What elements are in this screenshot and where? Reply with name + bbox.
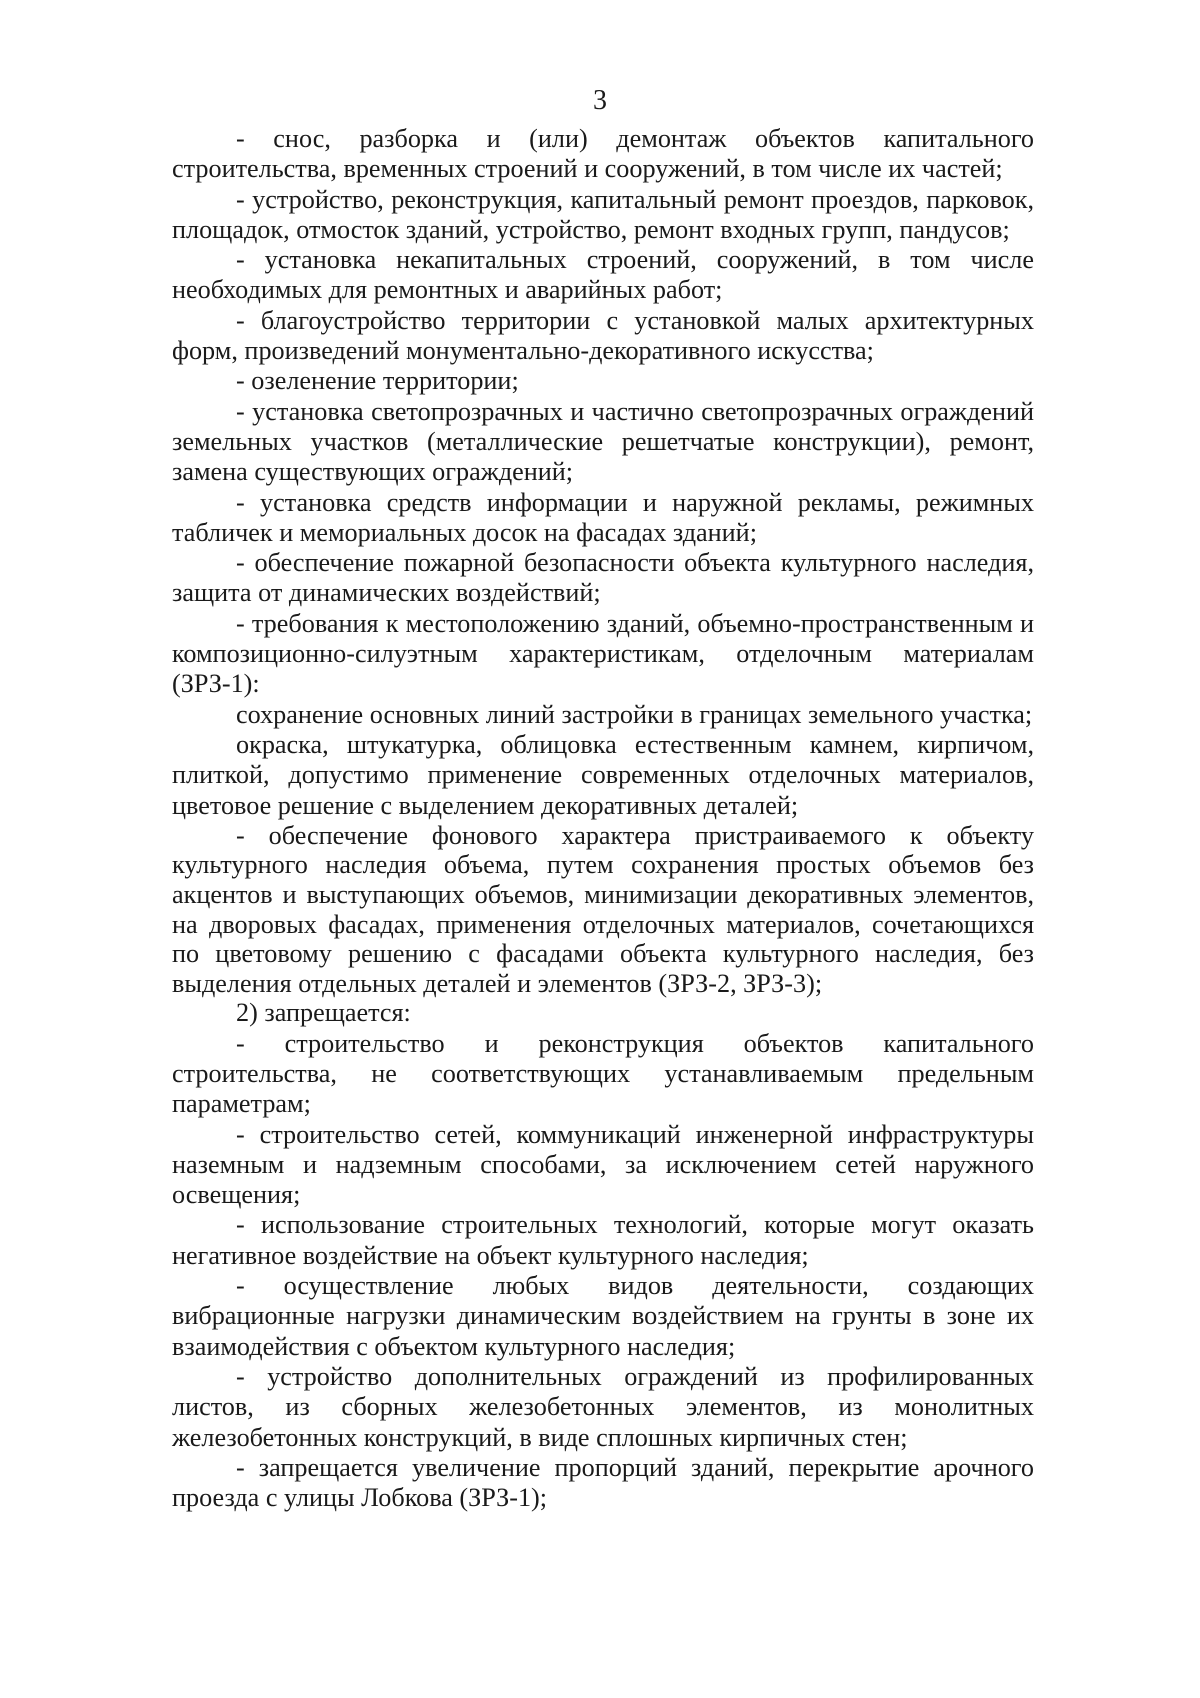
paragraph-construction-prohibition: - строительство и реконструкция объектов капитального строительства, не соответствующих устанавливаемым предельным параметрам;: [172, 1028, 1034, 1119]
paragraph-driveways: - устройство, реконструкция, капитальный ремонт проездов, парковок, площадок, отмосток зданий, устройство, ремонт входных групп, пандусов;: [172, 184, 1034, 244]
paragraph-fences: - установка светопрозрачных и частично светопрозрачных ограждений земельных участков (металлические решетчатые конструкции), ремонт, замена существующих ограждений;: [172, 396, 1034, 487]
paragraph-prohibited-heading: 2) запрещается:: [236, 998, 411, 1028]
paragraph-building-requirements: - требования к местоположению зданий, объемно-пространственным и композиционно-силуэтным характеристикам, отделочным материалам (ЗРЗ-1):: [172, 608, 1034, 699]
paragraph-fire-safety: - обеспечение пожарной безопасности объекта культурного наследия, защита от динамических воздействий;: [172, 548, 1034, 608]
paragraph-proportions-prohibition: - запрещается увеличение пропорций зданий, перекрытие арочного проезда с улицы Лобкова (ЗРЗ-1);: [172, 1452, 1034, 1513]
paragraph-demolition: - снос, разборка и (или) демонтаж объектов капитального строительства, временных строений и сооружений, в том числе их частей;: [172, 124, 1034, 184]
paragraph-building-lines: сохранение основных линий застройки в границах земельного участка;: [236, 699, 1033, 729]
paragraph-finishing: окраска, штукатурка, облицовка естественным камнем, кирпичом, плиткой, допустимо применение современных отделочных материалов, цветовое решение с выделением декоративных деталей;: [172, 729, 1034, 820]
page-number: 3: [593, 85, 607, 116]
paragraph-greening: - озеленение территории;: [236, 366, 519, 396]
paragraph-background-character: - обеспечение фонового характера пристраиваемого к объекту культурного наследия объема, путем сохранения простых объемов без акцентов и выступающих объемов, минимизации декоративных элементов, на дворовых фасадах, применения отделочных материалов, сочетающихся по цветовому решению с фасадами объекта культурного наследия, без выделения отдельных деталей и элементов (ЗРЗ-2, ЗРЗ-3);: [172, 820, 1034, 998]
paragraph-signage: - установка средств информации и наружной рекламы, режимных табличек и мемориальных досок на фасадах зданий;: [172, 487, 1034, 547]
paragraph-temporary-structures: - установка некапитальных строений, сооружений, в том числе необходимых для ремонтных и аварийных работ;: [172, 245, 1034, 305]
document-body: [172, 124, 1034, 1513]
paragraph-technologies-prohibition: - использование строительных технологий, которые могут оказать негативное воздействие на объект культурного наследия;: [172, 1210, 1034, 1270]
paragraph-vibration-prohibition: - осуществление любых видов деятельности, создающих вибрационные нагрузки динамическим воздействием на грунты в зоне их взаимодействия с объектом культурного наследия;: [172, 1271, 1034, 1361]
paragraph-networks-prohibition: - строительство сетей, коммуникаций инженерной инфраструктуры наземным и надземным способами, за исключением сетей наружного освещения;: [172, 1119, 1034, 1210]
paragraph-landscaping: - благоустройство территории с установкой малых архитектурных форм, произведений монументально-декоративного искусства;: [172, 305, 1034, 366]
paragraph-additional-fences-prohibition: - устройство дополнительных ограждений из профилированных листов, из сборных железобетонных элементов, из монолитных железобетонных конструкций, в виде сплошных кирпичных стен;: [172, 1361, 1034, 1452]
